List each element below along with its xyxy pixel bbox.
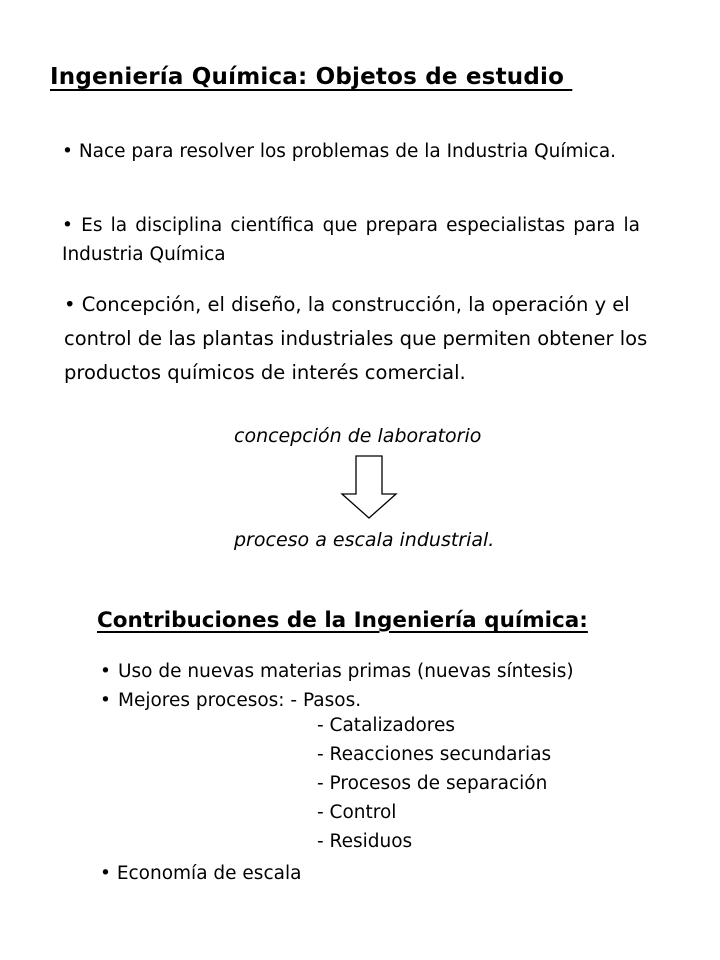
bullet-marker: • [62, 215, 73, 236]
down-arrow-icon [340, 454, 400, 520]
subitem-4: - Control [317, 802, 397, 823]
subitem-3: - Procesos de separación [317, 773, 548, 794]
contrib-item-2-text: Mejores procesos: - Pasos. [118, 690, 362, 711]
bullet-item-1 [62, 137, 640, 166]
bullet-marker: • [64, 293, 76, 316]
bullet-text-3: Concepción, el diseño, la construcción, la operación y el control de las plantas industriales que permiten obtener los productos químicos de interés comercial. [64, 293, 648, 384]
bullet-item-3 [64, 288, 664, 390]
bullet-marker: • [62, 141, 73, 162]
subitem-5: - Residuos [317, 831, 413, 852]
bullet-text-2: Es la disciplina científica que prepara especialistas para la Industria Química [62, 215, 640, 265]
subitem-2: - Reacciones secundarias [317, 744, 552, 765]
contrib-item-2 [100, 686, 361, 715]
bullet-text-1: Nace para resolver los problemas de la Industria Química. [78, 141, 617, 162]
contributions-heading: Contribuciones de la Ingeniería química: [97, 608, 588, 633]
flow-from-label: concepción de laboratorio [234, 425, 482, 447]
page-title: Ingeniería Química: Objetos de estudio [50, 64, 573, 90]
bullet-item-2 [62, 211, 640, 269]
contrib-item-3-text: Economía de escala [116, 863, 302, 884]
bullet-marker: • [100, 690, 111, 711]
contrib-item-3 [100, 859, 301, 888]
bullet-marker: • [100, 863, 111, 884]
flow-to-label: proceso a escala industrial. [234, 529, 495, 551]
contrib-item-1-text: Uso de nuevas materias primas (nuevas síntesis) [118, 661, 574, 682]
contrib-item-1 [100, 657, 574, 686]
bullet-marker: • [100, 661, 111, 682]
subitem-1: - Catalizadores [317, 715, 456, 736]
